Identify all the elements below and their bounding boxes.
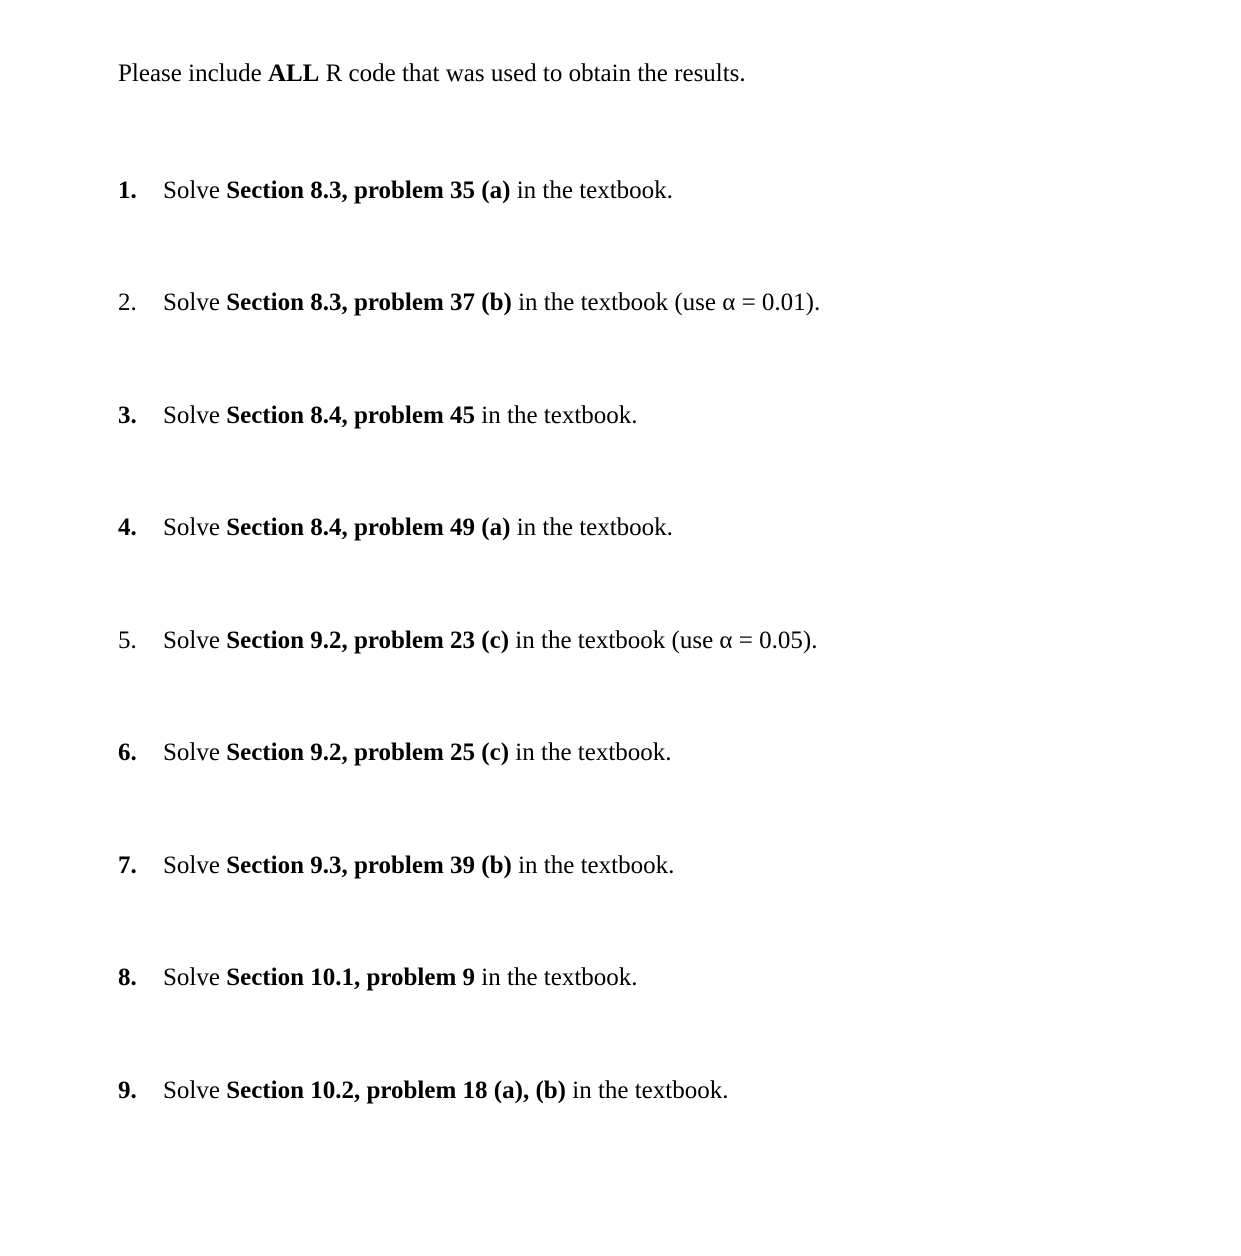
problem-number: 3. [118,402,137,429]
problem-reference: Section 8.4, problem 45 [226,402,476,429]
problem-item-5 [118,625,817,657]
problem-text-pre: Solve [163,739,227,766]
problem-item-2 [118,287,820,319]
problem-number: 8. [118,964,137,991]
problem-reference: Section 9.2, problem 23 (c) [226,627,510,654]
problem-item-3 [118,400,638,432]
problem-number: 5. [118,627,137,654]
problem-text-post: in the textbook (use α = 0.05). [509,627,818,654]
problem-reference: Section 10.2, problem 18 (a), (b) [226,1077,566,1104]
problem-reference: Section 9.2, problem 25 (c) [226,739,510,766]
problem-number: 6. [118,739,137,766]
intro-paragraph [118,58,746,90]
problem-text-post: in the textbook (use α = 0.01). [511,289,821,316]
problem-text-pre: Solve [163,177,227,204]
problem-number: 7. [118,852,137,879]
problem-text-pre: Solve [163,289,227,316]
problem-number: 2. [118,289,137,316]
problem-text-post: in the textbook. [510,177,673,204]
problem-reference: Section 8.4, problem 49 (a) [226,514,511,541]
intro-text-pre: Please include [118,60,268,87]
problem-item-4 [118,512,673,544]
problem-text-pre: Solve [163,964,227,991]
problem-text-post: in the textbook. [511,852,675,879]
problem-text-pre: Solve [163,514,227,541]
problem-reference: Section 8.3, problem 37 (b) [226,289,512,316]
problem-item-6 [118,737,672,769]
problem-item-7 [118,850,674,882]
problem-number: 4. [118,514,137,541]
problem-text-post: in the textbook. [566,1077,729,1104]
problem-text-post: in the textbook. [510,514,673,541]
problem-item-1 [118,175,673,207]
problem-text-pre: Solve [163,627,227,654]
problem-reference: Section 10.1, problem 9 [226,964,476,991]
problem-reference: Section 8.3, problem 35 (a) [226,177,511,204]
problem-number: 1. [118,177,137,204]
problem-text-post: in the textbook. [475,402,638,429]
problem-reference: Section 9.3, problem 39 (b) [226,852,512,879]
problem-text-pre: Solve [163,1077,227,1104]
problem-text-post: in the textbook. [475,964,638,991]
problem-text-pre: Solve [163,852,227,879]
problem-item-9 [118,1075,728,1107]
problem-text-pre: Solve [163,402,227,429]
intro-text-bold: ALL [267,60,320,87]
problem-text-post: in the textbook. [509,739,672,766]
problem-number: 9. [118,1077,137,1104]
problem-item-8 [118,962,638,994]
intro-text-post: R code that was used to obtain the results. [319,60,746,87]
